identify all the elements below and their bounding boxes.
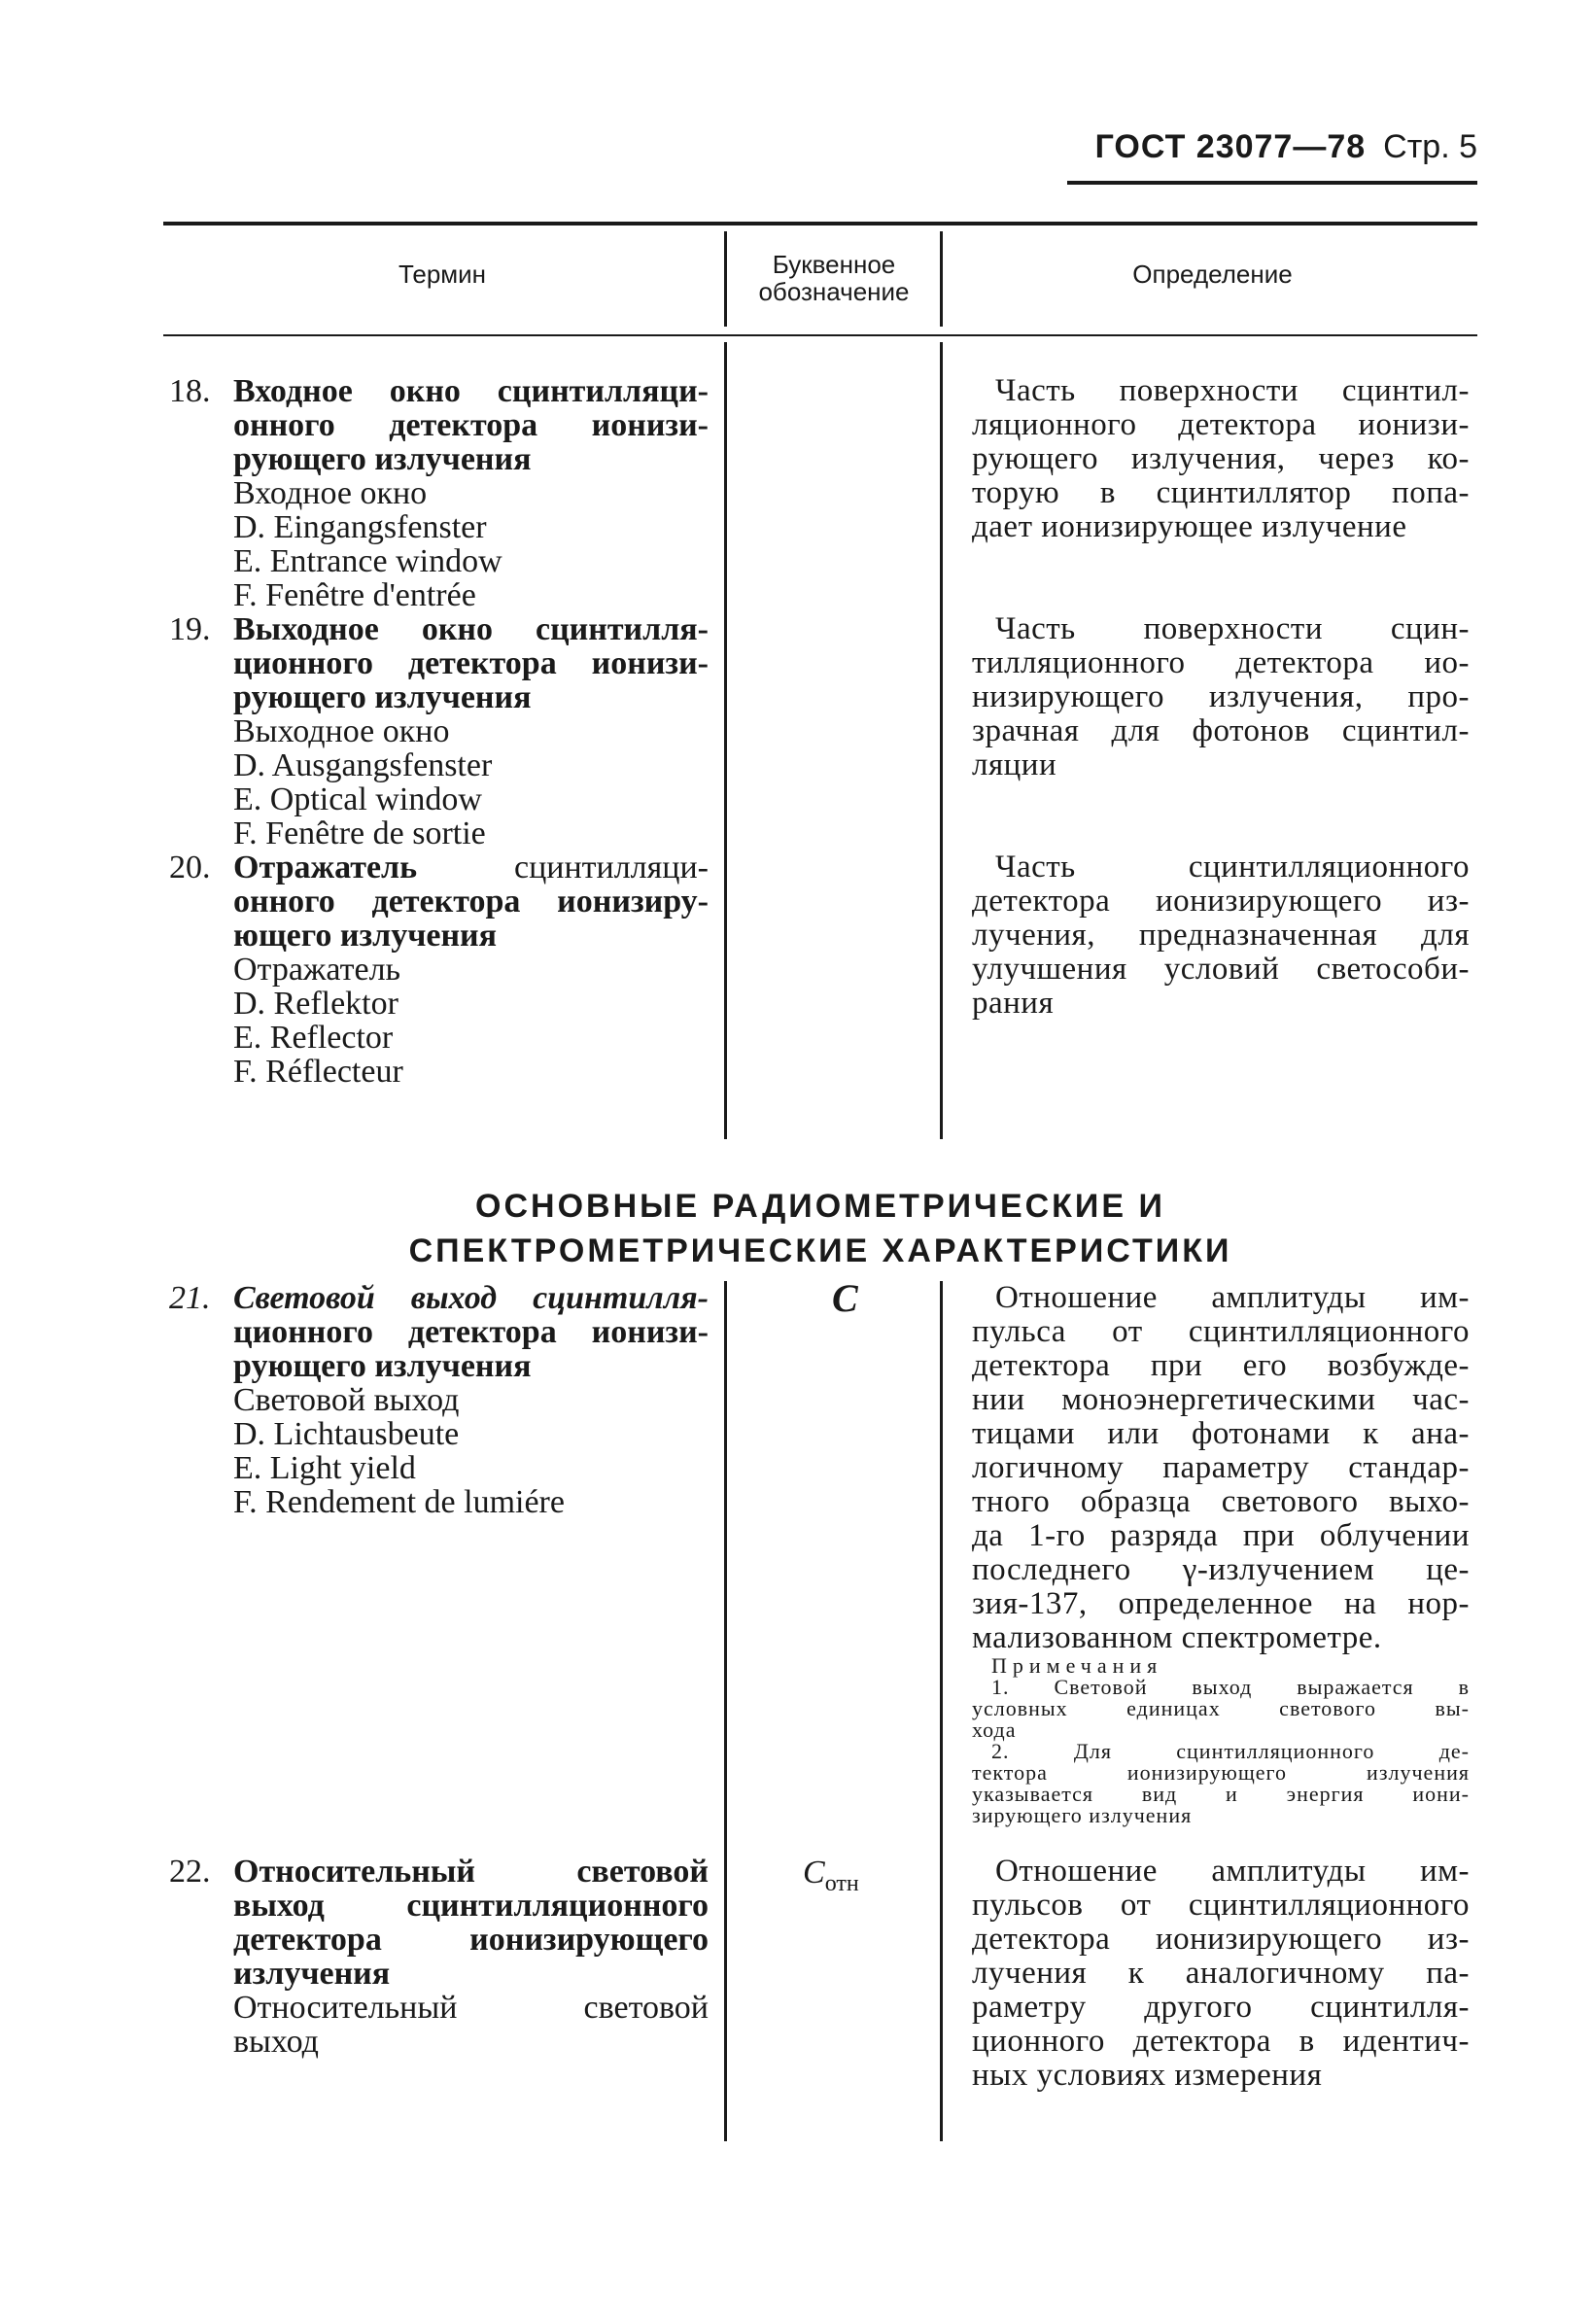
table-top-rule: [163, 222, 1477, 225]
term-short-form: Выходное окно: [233, 713, 450, 749]
term-english: E. Light yield: [233, 1450, 416, 1486]
entry-number: 22.: [169, 1854, 211, 1890]
term-short-form: Входное окно: [233, 475, 428, 511]
symbol-letter: C: [803, 1855, 825, 1890]
definition-line: детектора ионизирующего из-: [972, 884, 1470, 919]
term-title: излучения: [233, 1956, 391, 1992]
column-divider: [724, 342, 727, 1139]
section-title: ОСНОВНЫЕ РАДИОМЕТРИЧЕСКИЕ И СПЕКТРОМЕТРИЧЕСКИЕ ХАРАКТЕРИСТИКИ: [408, 1188, 1232, 1269]
column-header-definition: Определение: [1132, 260, 1293, 289]
term-short-form: выход: [233, 2024, 319, 2060]
table-header-rule: [163, 334, 1477, 336]
definition-18: [972, 374, 1470, 544]
definition-line: детектора при его возбужде-: [972, 1348, 1470, 1383]
term-title: онного детектора ионизиру-: [233, 884, 709, 919]
note-line: хода: [972, 1717, 1017, 1742]
term-title: Световой выход сцинтилля-: [233, 1280, 709, 1316]
term-french: F. Fenêtre d'entrée: [233, 577, 476, 613]
column-divider: [940, 342, 943, 1139]
definition-line: ных условиях измерения: [972, 2058, 1323, 2093]
definition-19: [972, 612, 1470, 782]
note-line: условных единицах светового вы-: [972, 1696, 1470, 1720]
term-german: D. Eingangsfenster: [233, 509, 487, 545]
definition-22: [972, 1855, 1470, 2093]
notes-title: Примечания: [991, 1653, 1163, 1678]
definition-21: [972, 1281, 1470, 1826]
definition-line: торую в сцинтиллятор попа-: [972, 475, 1470, 510]
term-title: ющего излучения: [233, 918, 498, 954]
page-number: Стр. 5: [1383, 128, 1477, 165]
note-line: 1. Световой выход выражается в: [991, 1675, 1470, 1699]
notes-block: [972, 1655, 1470, 1826]
definition-line: раметру другого сцинтилля-: [972, 1990, 1470, 2025]
note-line: тектора ионизирующего излучения: [972, 1760, 1470, 1785]
term-french: F. Fenêtre de sortie: [233, 815, 486, 851]
term-title-rest: сцинтилляци-: [513, 850, 709, 885]
term-entry-18: [169, 374, 709, 612]
letter-symbol-22: [803, 1855, 859, 1897]
term-title: Входное окно сцинтилляци-: [233, 373, 709, 409]
term-title: рующего излучения: [233, 679, 532, 715]
definition-line: улучшения условий светособи-: [972, 952, 1470, 987]
definition-line: логичному параметру стандар-: [972, 1450, 1470, 1485]
definition-line: низирующего излучения, про-: [972, 679, 1470, 714]
header-rule: [1067, 181, 1477, 185]
definition-line: лучения к аналогичному па-: [972, 1956, 1470, 1991]
definition-line: последнего γ-излучением це-: [972, 1552, 1470, 1587]
term-title: детектора ионизирующего: [233, 1922, 709, 1958]
definition-line: ляционного детектора ионизи-: [972, 407, 1470, 442]
note-line: указывается вид и энергия иони-: [972, 1782, 1470, 1806]
definition-line: детектора ионизирующего из-: [972, 1922, 1470, 1957]
term-german: D. Ausgangsfenster: [233, 747, 493, 783]
page-header: [1069, 128, 1477, 166]
definition-line: Отношение амплитуды им-: [995, 1280, 1470, 1315]
term-title: онного детектора ионизи-: [233, 407, 709, 443]
term-entry-19: [169, 612, 709, 850]
term-title: Выходное окно сцинтилля-: [233, 611, 709, 647]
term-title: Отражатель: [233, 850, 418, 885]
letter-symbol-21: C: [832, 1276, 858, 1320]
term-short-form: Световой выход: [233, 1382, 460, 1418]
definition-line: да 1-го разряда при облучении: [972, 1518, 1470, 1553]
definition-line: ционного детектора в идентич-: [972, 2024, 1470, 2059]
term-entry-21: [169, 1281, 709, 1519]
definition-line: рующего излучения, через ко-: [972, 441, 1470, 476]
term-german: D. Reflektor: [233, 986, 398, 1022]
definition-line: тного образца светового выхо-: [972, 1484, 1470, 1519]
term-english: E. Optical window: [233, 781, 482, 817]
term-title: выход сцинтилляционного: [233, 1888, 709, 1924]
definition-line: мализованном спектрометре.: [972, 1620, 1382, 1655]
definition-line: дает ионизирующее излучение: [972, 509, 1407, 544]
term-french: F. Rendement de lumiére: [233, 1484, 565, 1520]
note-line: 2. Для сцинтилляционного де-: [991, 1739, 1470, 1763]
note-line: зирующего излучения: [972, 1803, 1193, 1827]
column-divider: [940, 1281, 943, 2141]
term-entry-20: [169, 850, 709, 1089]
definition-line: зрачная для фотонов сцинтил-: [972, 713, 1470, 748]
term-entry-22: [169, 1855, 709, 2059]
term-title: ционного детектора ионизи-: [233, 645, 709, 681]
column-header-term: Термин: [398, 260, 487, 289]
definition-line: тилляционного детектора ио-: [972, 645, 1470, 680]
term-title: ционного детектора ионизи-: [233, 1314, 709, 1350]
symbol-subscript: отн: [824, 1870, 859, 1896]
definition-line: нии моноэнергетическими час-: [972, 1382, 1470, 1417]
document-number: ГОСТ 23077—78: [1094, 128, 1367, 165]
term-german: D. Lichtausbeute: [233, 1416, 460, 1452]
definition-line: Часть сцинтилляционного: [995, 850, 1470, 885]
column-header-symbol: Буквенное обозначение: [758, 250, 910, 306]
column-divider: [724, 231, 727, 327]
entry-number: 18.: [169, 373, 211, 409]
term-title: рующего излучения: [233, 441, 532, 477]
definition-line: ляции: [972, 747, 1057, 782]
definition-20: [972, 850, 1470, 1021]
entry-number: 21.: [169, 1280, 211, 1316]
definition-line: зия-137, определенное на нор-: [972, 1586, 1470, 1621]
definition-line: рания: [972, 986, 1055, 1021]
term-french: F. Réflecteur: [233, 1054, 403, 1090]
entry-number: 20.: [169, 850, 211, 885]
column-divider: [940, 231, 943, 327]
definition-line: тицами или фотонами к ана-: [972, 1416, 1470, 1451]
column-divider: [724, 1281, 727, 2141]
definition-line: лучения, предназначенная для: [972, 918, 1470, 953]
term-short-form: Отражатель: [233, 952, 401, 988]
definition-line: пульса от сцинтилляционного: [972, 1314, 1470, 1349]
definition-line: Часть поверхности сцинтил-: [995, 373, 1470, 408]
definition-line: Часть поверхности сцин-: [995, 611, 1470, 646]
term-short-form: Относительный световой: [233, 1990, 709, 2026]
definition-line: Отношение амплитуды им-: [995, 1854, 1470, 1889]
term-title: Относительный световой: [233, 1854, 709, 1890]
definition-line: пульсов от сцинтилляционного: [972, 1888, 1470, 1923]
entry-number: 19.: [169, 611, 211, 647]
term-english: E. Entrance window: [233, 543, 502, 579]
term-title: рующего излучения: [233, 1348, 532, 1384]
term-english: E. Reflector: [233, 1020, 394, 1056]
